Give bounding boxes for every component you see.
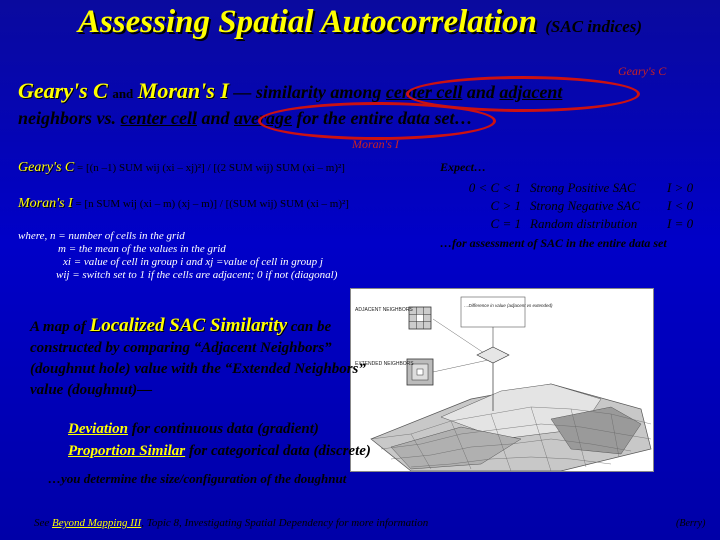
- expect-i: I > 0: [667, 180, 694, 195]
- footer-author: (Berry): [676, 518, 706, 529]
- heading-center-cell-2: center cell: [120, 108, 197, 128]
- expect-c: C > 1: [490, 198, 521, 213]
- heading-part-2: neighbors vs.: [18, 108, 117, 128]
- heading-and: and: [112, 86, 134, 101]
- heading-center-cell-1: center cell: [385, 82, 463, 102]
- method-item: [68, 440, 448, 462]
- heading-adjacent: adjacent: [499, 82, 563, 102]
- heading-name-2: Moran's I: [137, 78, 229, 103]
- adjacent-label: ADJACENT NEIGHBORS: [355, 307, 413, 313]
- method-key: Deviation: [68, 421, 128, 437]
- page-title: [0, 4, 720, 41]
- description-line-1: [30, 315, 450, 338]
- footer-rest: , Topic 8, Investigating Spatial Dependency for more information: [141, 517, 429, 529]
- heading-part-1: — similarity among: [233, 82, 382, 102]
- footer-link[interactable]: Beyond Mapping III: [52, 517, 142, 529]
- you-determine-text: …you determine the size/configuration of the doughnut: [48, 471, 347, 486]
- moran-ellipse: [258, 102, 496, 140]
- description-d: (doughnut hole) value with the “Extended Neighbors”: [30, 361, 366, 377]
- description-c: constructed by comparing “Adjacent Neighbors”: [30, 340, 332, 356]
- expect-i: I < 0: [667, 198, 694, 213]
- description-a: A map of: [30, 319, 86, 335]
- expect-footer: …for assessment of SAC in the entire data set: [440, 236, 667, 250]
- gearys-c-label: Geary's C: [618, 64, 667, 78]
- where-line-2: m = the mean of the values in the grid: [58, 243, 226, 255]
- moran-formula: [18, 196, 438, 212]
- method-key: Proportion Similar: [68, 443, 186, 459]
- heading-name-1: Geary's C: [18, 78, 108, 103]
- expect-row: [440, 215, 694, 233]
- method-list: [68, 418, 448, 462]
- heading-part-3: for the entire data set…: [296, 108, 473, 128]
- expect-header: Expect…: [440, 160, 486, 174]
- where-line-3: xi = value of cell in group i and xj =value of cell in group j: [63, 256, 323, 268]
- footer-see: See: [34, 517, 50, 529]
- expect-desc: Strong Positive SAC: [530, 180, 636, 195]
- where-block: [18, 230, 388, 282]
- method-item: [68, 418, 448, 440]
- expect-table: [440, 179, 694, 233]
- heading-and-2: and: [466, 82, 495, 102]
- heading-average: average: [234, 108, 292, 128]
- geary-formula-eq: = [(n –1) SUM wij (xi – xj)²] / [(2 SUM wij) SUM (xi – m)²]: [77, 162, 345, 174]
- expect-desc: Strong Negative SAC: [530, 198, 641, 213]
- footer-reference: [34, 517, 428, 529]
- morans-i-label: Moran's I: [352, 137, 399, 151]
- description-b: can be: [290, 319, 332, 335]
- expect-i: I = 0: [667, 216, 694, 231]
- expect-row: [440, 197, 694, 215]
- description-highlight: Localized SAC Similarity: [89, 315, 287, 336]
- expect-desc: Random distribution: [530, 216, 638, 231]
- title-main: Assessing Spatial Autocorrelation: [77, 4, 537, 40]
- moran-formula-name: Moran's I: [18, 196, 73, 211]
- moran-formula-eq: = [n SUM wij (xi – m) (xj – m)] / [(SUM wij) SUM (xi – m)²]: [75, 198, 349, 210]
- geary-formula-name: Geary's C: [18, 160, 75, 175]
- expect-row: [440, 179, 694, 197]
- where-line-1: where, n = number of cells in the grid: [18, 230, 185, 242]
- method-rest: for categorical data (discrete): [188, 443, 371, 459]
- expect-block: [440, 160, 710, 251]
- heading-and-3: and: [201, 108, 230, 128]
- expect-c: C = 1: [490, 216, 521, 231]
- where-line-4: wij = switch set to 1 if the cells are adjacent; 0 if not (diagonal): [56, 269, 338, 281]
- title-sub: (SAC indices): [545, 17, 643, 36]
- method-rest: for continuous data (gradient): [131, 421, 319, 437]
- expect-c: 0 < C < 1: [468, 180, 521, 195]
- extended-label: EXTENDED NEIGHBORS: [355, 361, 414, 367]
- description-paragraph: [30, 315, 450, 401]
- difference-label: …Difference in value (adjacent vs extended): [464, 303, 553, 308]
- description-e: value (doughnut)—: [30, 382, 153, 398]
- geary-formula: [18, 160, 438, 176]
